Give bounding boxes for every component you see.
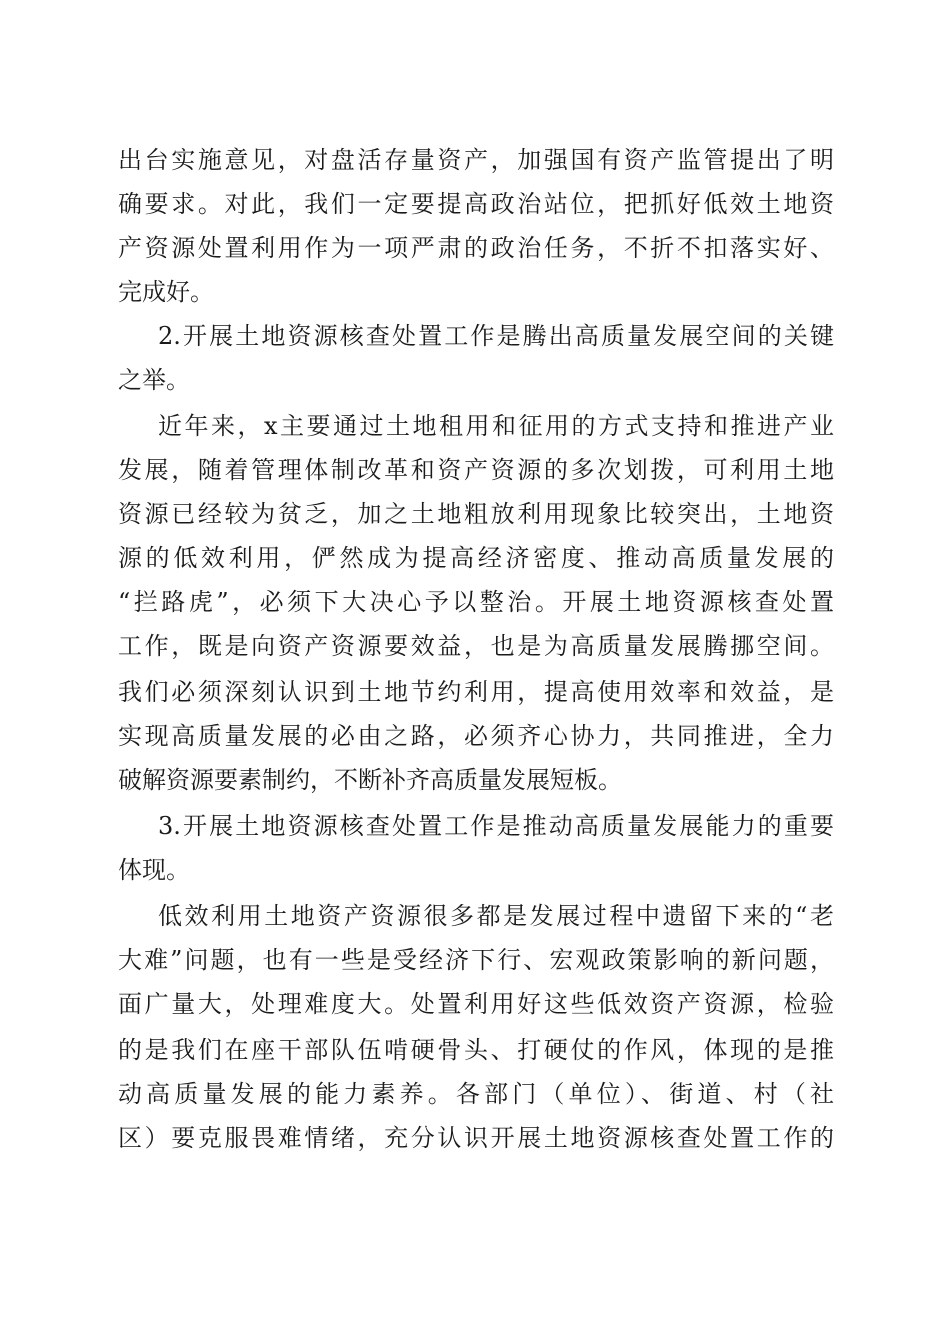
paragraph-line: 大难”问题，也有一些是受经济下行、宏观政策影响的新问题， bbox=[118, 946, 834, 974]
paragraph-line: 近年来，x主要通过土地租用和征用的方式支持和推进产业 bbox=[158, 412, 834, 440]
paragraph-line: 产资源处置利用作为一项严肃的政治任务，不折不扣落实好、 bbox=[118, 234, 834, 262]
paragraph-line: 的是我们在座干部队伍啃硬骨头、打硬仗的作风，体现的是推 bbox=[118, 1036, 834, 1064]
paragraph-line: 发展，随着管理体制改革和资产资源的多次划拨，可利用土地 bbox=[118, 456, 834, 484]
paragraph-line: 出台实施意见，对盘活存量资产，加强国有资产监管提出了明 bbox=[118, 146, 834, 174]
paragraph-line: 低效利用土地资产资源很多都是发展过程中遗留下来的“老 bbox=[158, 902, 834, 930]
paragraph-line: 资源已经较为贫乏，加之土地粗放利用现象比较突出，土地资 bbox=[118, 500, 834, 528]
section-heading-line: 3.开展土地资源核查处置工作是推动高质量发展能力的重要 bbox=[158, 812, 834, 840]
paragraph-line: 完成好。 bbox=[118, 278, 214, 306]
paragraph-line: 实现高质量发展的必由之路，必须齐心协力，共同推进，全力 bbox=[118, 722, 834, 750]
paragraph-line: 动高质量发展的能力素养。各部门（单位）、街道、村（社 bbox=[118, 1080, 834, 1108]
paragraph-line: 破解资源要素制约，不断补齐高质量发展短板。 bbox=[118, 766, 622, 794]
section-heading-line: 之举。 bbox=[118, 366, 190, 394]
paragraph-line: 面广量大，处理难度大。处置利用好这些低效资产资源，检验 bbox=[118, 990, 834, 1018]
paragraph-line: 确要求。对此，我们一定要提高政治站位，把抓好低效土地资 bbox=[118, 190, 834, 218]
paragraph-line: 区）要克服畏难情绪，充分认识开展土地资源核查处置工作的 bbox=[118, 1124, 834, 1152]
paragraph-line: 我们必须深刻认识到土地节约利用，提高使用效率和效益，是 bbox=[118, 678, 834, 706]
paragraph-line: “拦路虎”，必须下大决心予以整治。开展土地资源核查处置 bbox=[118, 588, 834, 616]
section-heading-line: 2.开展土地资源核查处置工作是腾出高质量发展空间的关键 bbox=[158, 322, 834, 350]
section-heading-line: 体现。 bbox=[118, 856, 190, 884]
paragraph-line: 源的低效利用，俨然成为提高经济密度、推动高质量发展的 bbox=[118, 544, 834, 572]
paragraph-line: 工作，既是向资产资源要效益，也是为高质量发展腾挪空间。 bbox=[118, 632, 834, 660]
